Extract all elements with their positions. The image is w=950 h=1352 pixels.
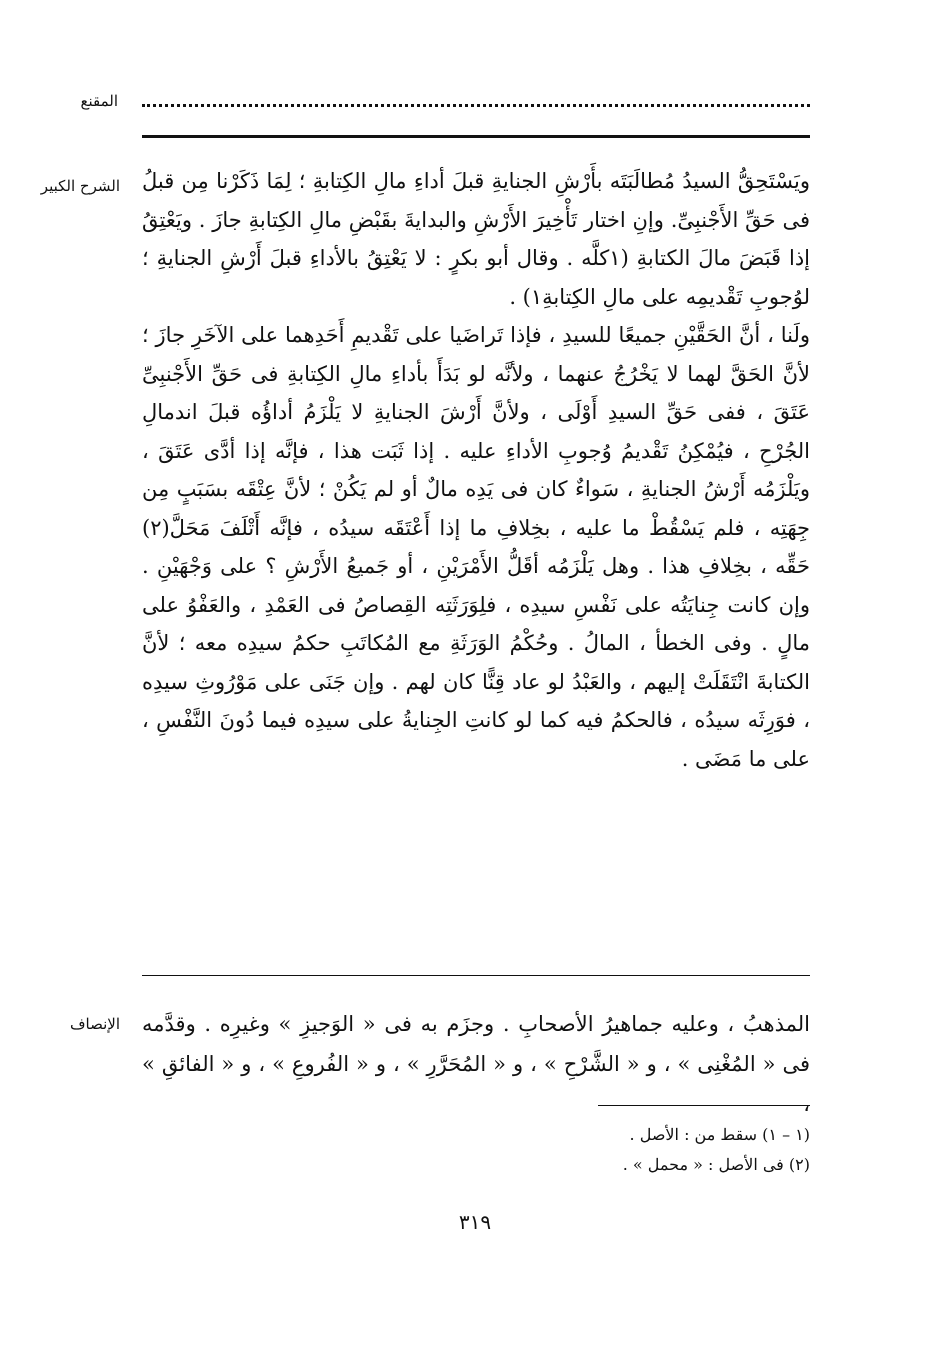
book-title: المقنع <box>80 92 118 110</box>
commentary-section-label: الشرح الكبير <box>40 177 120 195</box>
footnote: (٢) فى الأصل : « محمل » . <box>622 1155 810 1174</box>
header-rule <box>142 135 810 138</box>
section-divider <box>142 975 810 976</box>
commentary-paragraph: ولَنا ، أنَّ الحَقَّيْنِ جميعًا للسيدِ ، فإذا تَراضَيا على تَقْديمِ أَحَدِهما على الآخَرِ جازَ ؛ لأنَّ الحَقَّ لهما لا يَخْرُجُ عنهما ، ولأنَّه لو بَدَأَ بأداءِ مالِ الكِتابةِ فى حَقِّ الأَجْنبِىِّ عَتَقَ ، ففى حَقِّ السيدِ أَوْلَى ، ولأنَّ أَرْشَ الجنايةِ لا يَلْزَمُ أداؤُه قبلَ اندمالِ الجُرْحِ ، فيُمْكِنُ تَقْديمُ وُجوبِ الأداءِ عليه . إذا ثَبَت هذا ، فإنَّه إذا أدَّى عَتَقَ ، ويَلْزَمُه أَرْشُ الجنايةِ ، سَواءٌ كان فى يَدِه مالٌ أو لم يَكُنْ ؛ لأنَّ عِتْقَه بسَبَبٍ مِن جِهَتِه ، فلم يَسْقُطْ ما عليه ، بخِلافِ ما إذا أَعْتَقَه سيدُه ، فإنَّه أَتْلَفَ مَحَلَّ(٢) حَقِّه ، بخِلافِ هذا . وهل يَلْزَمُه أقَلُّ الأَمْرَيْنِ ، أو جَميعُ الأَرْشِ ؟ على وَجْهَيْنِ . وإن كانت جِنايَتُه على نَفْسِ سيدِه ، فلِوَرَثَتِه القِصاصُ فى العَمْدِ ، والعَفْوُ على مالٍ . وفى الخطأ ، المالُ . وحُكْمُ الوَرَثَةِ مع المُكاتَبِ حكمُ سيدِه معه ؛ لأنَّ الكتابةَ انْتَقَلَتْ إليهم ، والعَبْدُ لو عاد قِنًّا كان لهم . وإن جَنَى على مَوْرُوثِ سيدِه ، فوَرِثَه سيدُه ، فالحكمُ فيه كما لو كانتِ الجِنايةُ على سيدِه فيما دُونَ النَّفْسِ ، على ما مَضَى . <box>142 323 810 771</box>
footnote: (١ – ١) سقط من : الأصل . <box>629 1125 810 1144</box>
insaf-paragraph: المذهبُ ، وعليه جماهيرُ الأصحابِ . وجزَم به فى « الوَجيزِ » وغيرِه . وقدَّمه فى « المُغْنِى » ، و « الشَّرْحِ » ، و « المُحَرَّرِ » ، و « الفُروعِ » ، و « الفائقِ » ، <box>142 1012 810 1116</box>
insaf-section-label: الإنصاف <box>69 1015 120 1033</box>
commentary-paragraph: ويَسْتَحِقُّ السيدُ مُطالَبَتَه بأَرْشِ الجنايةِ قبلَ أداءِ مالِ الكِتابةِ ؛ لِمَا ذَكَرْنا مِن قبلُ فى حَقِّ الأَجْنبِىِّ. وإنِ اختار تَأْخِيرَ الأَرْشِ والبدايةَ بقَبْضِ مالِ الكِتابةِ جازَ . ويَعْتِقُ إذا قَبَضَ مالَ الكتابةِ (١كلَّه . وقال أبو بكرٍ : لا يَعْتِقُ بالأداءِ قبلَ أَرْشِ الجنايةِ ؛ لوُجوبِ تَقْديمِه على مالِ الكِتابةِ١) . <box>142 169 811 309</box>
page-number: ٣١٩ <box>458 1210 492 1234</box>
commentary-text <box>142 162 810 778</box>
footnotes <box>300 1120 810 1180</box>
footnote-divider <box>598 1105 810 1106</box>
header-dotted-divider <box>142 104 810 107</box>
insaf-text <box>142 1004 810 1124</box>
